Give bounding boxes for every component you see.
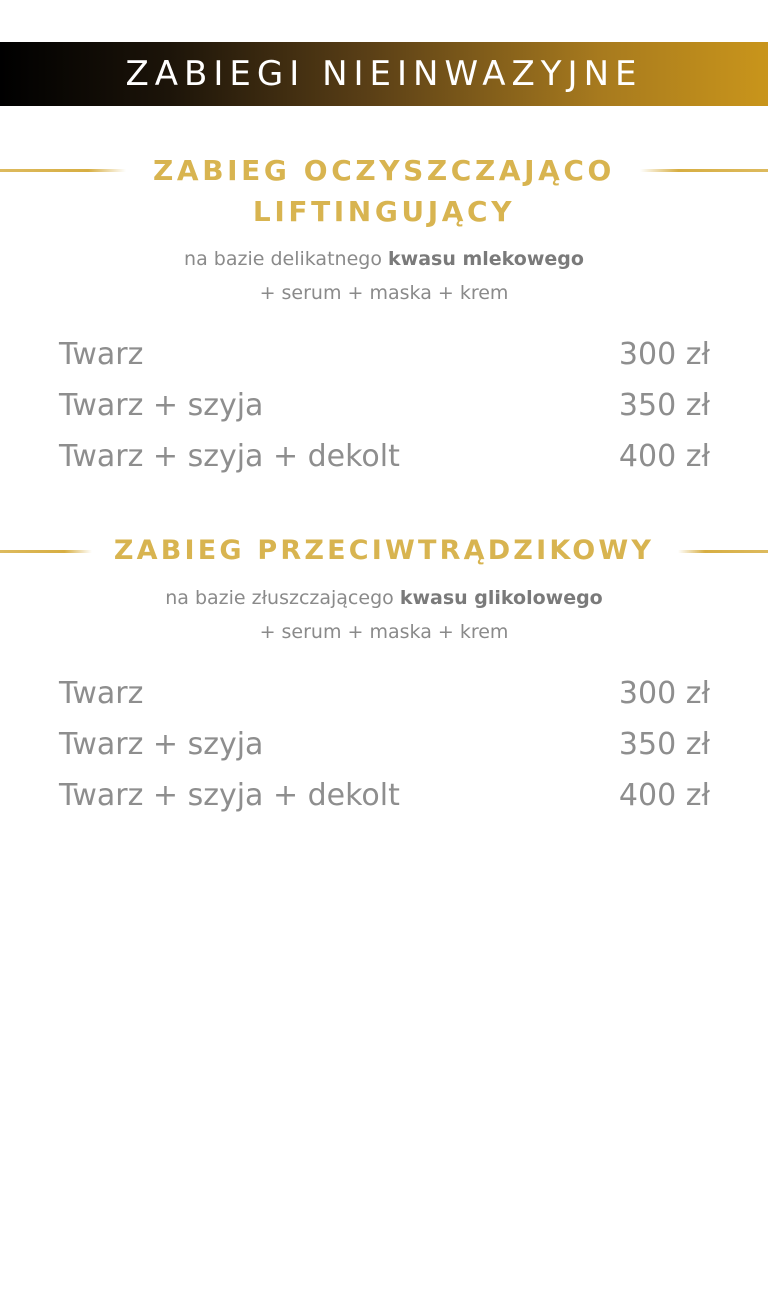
price-list: [0, 336, 768, 489]
price-row: [0, 438, 768, 489]
description-prefix: na bazie złuszczającego: [165, 587, 394, 609]
decorative-line-left: [0, 550, 92, 553]
treatment-price: 300 zł: [618, 337, 710, 372]
treatment-section-anti-acne: [0, 530, 768, 828]
section-header: [0, 150, 768, 232]
treatment-area: Twarz + szyja: [59, 727, 264, 762]
description-prefix: na bazie delikatnego: [184, 248, 382, 270]
description-line-1: [0, 242, 768, 276]
treatment-area: Twarz + szyja: [59, 388, 264, 423]
section-description: [0, 242, 768, 310]
treatment-area: Twarz: [59, 676, 144, 711]
treatment-section-cleansing-lifting: [0, 150, 768, 489]
description-highlight: kwasu glikolowego: [399, 587, 603, 609]
price-list: [0, 675, 768, 828]
treatment-price: 400 zł: [618, 778, 710, 813]
section-title: ZABIEG PRZECIWTRĄDZIKOWY: [113, 535, 655, 566]
page-title: ZABIEGI NIEINWAZYJNE: [125, 54, 643, 94]
section-title: ZABIEG OCZYSZCZAJĄCO LIFTINGUJĄCY: [153, 154, 615, 228]
price-row: [0, 726, 768, 777]
description-highlight: kwasu mlekowego: [388, 248, 584, 270]
section-description: [0, 581, 768, 649]
treatment-price: 350 zł: [618, 388, 710, 423]
price-row: [0, 387, 768, 438]
description-line-2: + serum + maska + krem: [259, 621, 509, 643]
description-line-1: [0, 581, 768, 615]
decorative-line-right: [640, 169, 768, 172]
decorative-line-left: [0, 169, 126, 172]
treatment-price: 350 zł: [618, 727, 710, 762]
description-line-2: + serum + maska + krem: [259, 282, 509, 304]
treatment-area: Twarz + szyja + dekolt: [59, 439, 400, 474]
header-banner: [0, 42, 768, 106]
treatment-price: 400 zł: [618, 439, 710, 474]
treatment-area: Twarz + szyja + dekolt: [59, 778, 400, 813]
price-row: [0, 675, 768, 726]
decorative-line-right: [678, 550, 768, 553]
price-row: [0, 336, 768, 387]
treatment-price: 300 zł: [618, 676, 710, 711]
section-header: [0, 530, 768, 571]
treatment-area: Twarz: [59, 337, 144, 372]
price-row: [0, 777, 768, 828]
